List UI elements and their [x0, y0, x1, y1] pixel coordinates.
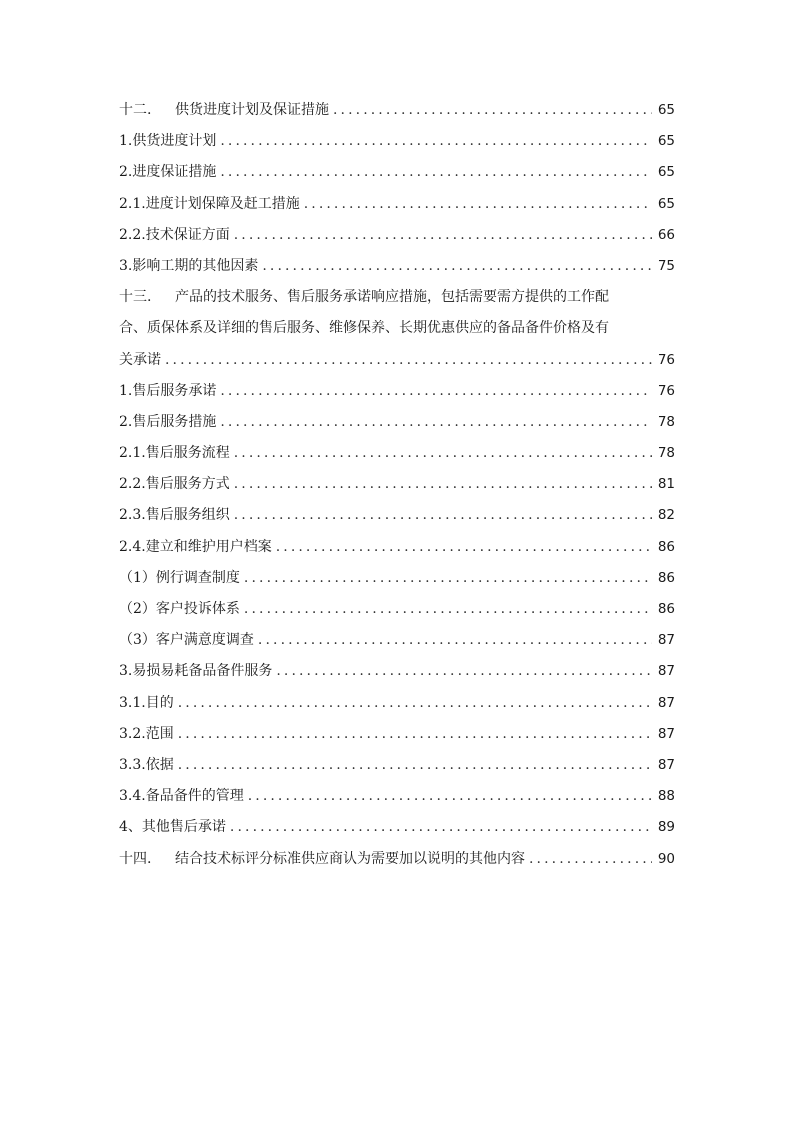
- toc-page-number: 78: [657, 413, 675, 430]
- toc-page-number: 90: [657, 850, 675, 867]
- toc-entry[interactable]: [119, 781, 675, 812]
- toc-entry[interactable]: [119, 251, 675, 282]
- toc-entry-text: 3.影响工期的其他因素: [119, 257, 259, 274]
- toc-entry[interactable]: [119, 469, 675, 500]
- toc-page-number: 87: [657, 694, 675, 711]
- toc-page-number: 81: [657, 476, 675, 493]
- toc-leader-dots: [230, 812, 652, 843]
- toc-leader-dots: [276, 656, 651, 687]
- toc-leader-dots: [244, 594, 652, 625]
- toc-entry[interactable]: [119, 750, 675, 781]
- toc-page-number: 78: [657, 445, 675, 462]
- toc-page-number: 87: [657, 725, 675, 742]
- toc-page-number: 76: [657, 351, 675, 368]
- toc-leader-dots: [258, 625, 652, 656]
- toc-entry-text: 2.1.售后服务流程: [119, 445, 230, 462]
- toc-entry-line[interactable]: [119, 282, 675, 313]
- toc-entry[interactable]: [119, 95, 675, 126]
- toc-entry[interactable]: [119, 500, 675, 531]
- toc-entry[interactable]: [119, 719, 675, 750]
- toc-entry-text: 2.4.建立和维护用户档案: [119, 538, 272, 555]
- toc-entry[interactable]: [119, 563, 675, 594]
- toc-leader-dots: [262, 251, 651, 282]
- toc-entry[interactable]: [119, 220, 675, 251]
- toc-entry-text: 3.易损易耗备品备件服务: [119, 663, 273, 680]
- toc-page-number: 65: [657, 195, 675, 212]
- toc-entry-text: 3.2.范围: [119, 725, 174, 742]
- toc-entry-text: 2.售后服务措施: [119, 413, 217, 430]
- toc-leader-dots: [178, 750, 652, 781]
- toc-entry[interactable]: [119, 812, 675, 843]
- toc-entry[interactable]: [119, 844, 675, 875]
- toc-entry[interactable]: [119, 376, 675, 407]
- toc-entry[interactable]: [119, 407, 675, 438]
- toc-chapter-number: 十三.: [119, 289, 152, 306]
- toc-entry[interactable]: [119, 345, 675, 376]
- toc-entry-text: 1.售后服务承诺: [119, 382, 217, 399]
- toc-entry-text: （1）例行调查制度: [119, 569, 240, 586]
- toc-entry-text-continued: 关承诺: [119, 351, 161, 368]
- toc-page-number: 88: [657, 788, 675, 805]
- toc-entry-text: 结合技术标评分标准供应商认为需要加以说明的其他内容: [175, 850, 525, 867]
- toc-leader-dots: [304, 189, 652, 220]
- toc-entry-text: 2.3.售后服务组织: [119, 507, 230, 524]
- toc-entry-text: 供货进度计划及保证措施: [175, 102, 329, 118]
- toc-entry-text: 2.2.技术保证方面: [119, 226, 230, 243]
- toc-entry-text: 2.1.进度计划保障及赶工措施: [119, 195, 300, 212]
- toc-entry-text: 3.3.依据: [119, 756, 174, 773]
- toc-entry-line[interactable]: [119, 313, 675, 344]
- toc-leader-dots: [234, 220, 652, 251]
- toc-page-number: 75: [657, 257, 675, 274]
- toc-leader-dots: [333, 95, 652, 126]
- toc-page-number: 65: [657, 102, 675, 118]
- toc-leader-dots: [234, 438, 652, 469]
- toc-page-number: 65: [657, 133, 675, 150]
- toc-leader-dots: [276, 532, 652, 563]
- toc-leader-dots: [165, 345, 652, 376]
- toc-entry[interactable]: [119, 532, 675, 563]
- toc-leader-dots: [178, 719, 652, 750]
- table-of-contents: [119, 95, 675, 875]
- toc-page-number: 87: [657, 756, 675, 773]
- toc-entry[interactable]: [119, 594, 675, 625]
- toc-entry[interactable]: [119, 157, 675, 188]
- toc-leader-dots: [234, 469, 652, 500]
- toc-page-number: 86: [657, 601, 675, 617]
- toc-entry-text-continued: 合、质保体系及详细的售后服务、维修保养、长期优惠供应的备品备件价格及有: [119, 320, 609, 337]
- toc-leader-dots: [220, 407, 651, 438]
- toc-page-number: 82: [657, 507, 675, 524]
- toc-entry-text: 产品的技术服务、售后服务承诺响应措施，包括需要需方提供的工作配: [175, 289, 609, 306]
- toc-chapter-number: 十四.: [119, 850, 152, 867]
- toc-leader-dots: [178, 688, 652, 719]
- toc-leader-dots: [529, 844, 652, 875]
- toc-entry-text: （3）客户满意度调查: [119, 632, 254, 649]
- toc-page-number: 65: [657, 164, 675, 181]
- toc-page-number: 66: [657, 226, 675, 243]
- toc-entry-text: 3.1.目的: [119, 694, 174, 711]
- toc-page-number: 89: [657, 819, 675, 836]
- toc-page-number: 86: [657, 569, 675, 586]
- toc-leader-dots: [244, 563, 652, 594]
- toc-entry[interactable]: [119, 656, 675, 687]
- toc-entry[interactable]: [119, 189, 675, 220]
- toc-chapter-number: 十二.: [119, 102, 152, 118]
- toc-leader-dots: [220, 157, 651, 188]
- toc-leader-dots: [220, 126, 651, 157]
- toc-entry-text: 3.4.备品备件的管理: [119, 788, 244, 805]
- toc-entry[interactable]: [119, 438, 675, 469]
- toc-leader-dots: [220, 376, 651, 407]
- toc-entry-text: （2）客户投诉体系: [119, 601, 240, 617]
- toc-entry[interactable]: [119, 625, 675, 656]
- toc-entry[interactable]: [119, 688, 675, 719]
- toc-page-number: 86: [657, 538, 675, 555]
- toc-entry[interactable]: [119, 126, 675, 157]
- toc-entry-text: 1.供货进度计划: [119, 133, 217, 150]
- toc-leader-dots: [234, 500, 652, 531]
- toc-entry-text: 2.2.售后服务方式: [119, 476, 230, 493]
- toc-page-number: 87: [657, 632, 675, 649]
- toc-page-number: 87: [657, 663, 675, 680]
- toc-page-number: 76: [657, 382, 675, 399]
- toc-entry-label: [119, 844, 525, 875]
- toc-leader-dots: [248, 781, 652, 812]
- toc-entry-label: [119, 95, 329, 126]
- toc-entry-text: 2.进度保证措施: [119, 164, 217, 181]
- toc-entry-text: 4、其他售后承诺: [119, 819, 226, 836]
